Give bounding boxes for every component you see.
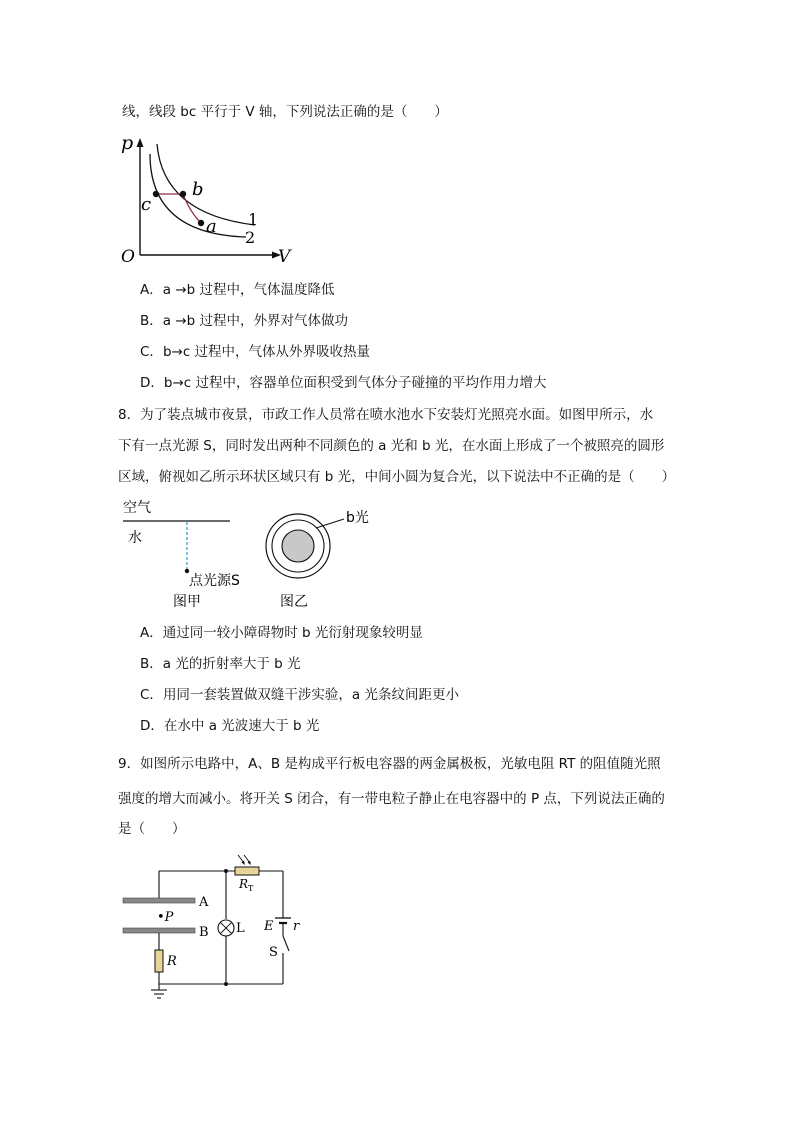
point-p-label: •P bbox=[157, 910, 174, 925]
q9-stem-line2: 强度的增大而减小。将开关 S 闭合，有一带电粒子静止在电容器中的 P 点，下列说法正确的 bbox=[118, 791, 665, 807]
label-a: a bbox=[206, 216, 217, 237]
q7-option-a: A．a →b 过程中，气体温度降低 bbox=[140, 282, 335, 298]
q8-stem-line2: 下有一点光源 S，同时发出两种不同颜色的 a 光和 b 光，在水面上形成了一个被照亮的圆形 bbox=[118, 438, 665, 454]
q8-option-d: D．在水中 a 光波速大于 b 光 bbox=[140, 718, 320, 734]
q7-stem-tail: 线，线段 bc 平行于 V 轴，下列说法正确的是（ ） bbox=[122, 104, 448, 120]
inner-composite-circle bbox=[282, 530, 314, 562]
label-c: c bbox=[141, 194, 152, 215]
figure-b-caption: 图乙 bbox=[280, 594, 308, 610]
figure-b-top-view bbox=[258, 500, 398, 615]
origin-label: O bbox=[121, 247, 135, 265]
air-label: 空气 bbox=[123, 500, 151, 516]
plate-a-label: A bbox=[199, 895, 209, 910]
point-c-dot bbox=[153, 191, 159, 197]
switch-label: S bbox=[269, 945, 278, 960]
label-b: b bbox=[192, 179, 204, 200]
pv-graph bbox=[115, 130, 305, 265]
photoresistor-rt bbox=[235, 867, 259, 875]
figure-a-water-surface bbox=[118, 495, 268, 610]
b-light-label: b光 bbox=[346, 510, 369, 526]
switch-icon bbox=[283, 936, 289, 951]
q7-option-c: C．b→c 过程中，气体从外界吸收热量 bbox=[140, 344, 371, 360]
water-label: 水 bbox=[128, 530, 142, 546]
circuit-diagram bbox=[115, 852, 315, 1012]
q8-option-c: C．用同一套装置做双缝干涉实验，a 光条纹间距更小 bbox=[140, 687, 460, 703]
point-b-dot bbox=[180, 191, 186, 197]
rt-label: $R_T$ bbox=[239, 877, 254, 893]
q8-option-b: B．a 光的折射率大于 b 光 bbox=[140, 656, 301, 672]
figure-a-caption: 图甲 bbox=[173, 594, 201, 610]
source-label: 点光源S bbox=[189, 573, 240, 589]
q8-stem-line1: 8．为了装点城市夜景，市政工作人员常在喷水池水下安装灯光照亮水面。如图甲所示，水 bbox=[118, 407, 654, 423]
q9-stem-line3: 是（ ） bbox=[118, 821, 186, 837]
curve-2-label: 2 bbox=[245, 228, 256, 247]
plate-a bbox=[123, 898, 195, 903]
q9-stem-line1: 9．如图所示电路中，A、B 是构成平行板电容器的两金属极板，光敏电阻 RT 的阻值随光照 bbox=[118, 756, 661, 772]
q7-option-d: D．b→c 过程中，容器单位面积受到气体分子碰撞的平均作用力增大 bbox=[140, 375, 547, 391]
plate-b bbox=[123, 928, 195, 933]
q8-stem-line3: 区域，俯视如乙所示环状区域只有 b 光，中间小圆为复合光，以下说法中不正确的是（ ） bbox=[118, 469, 676, 485]
axis-p-label: p bbox=[121, 132, 134, 154]
resistor-r-label: R bbox=[167, 954, 177, 969]
point-a-dot bbox=[198, 220, 204, 226]
q8-option-a: A．通过同一较小障碍物时 b 光衍射现象较明显 bbox=[140, 625, 423, 641]
emf-label: E bbox=[264, 919, 274, 934]
internal-r-label: r bbox=[293, 919, 300, 934]
q7-option-b: B．a →b 过程中，外界对气体做功 bbox=[140, 313, 349, 329]
curve-1-label: 1 bbox=[248, 210, 259, 229]
axis-v-label: V bbox=[278, 247, 291, 265]
lamp-label: L bbox=[236, 921, 245, 936]
resistor-r bbox=[155, 950, 163, 972]
plate-b-label: B bbox=[199, 925, 209, 940]
